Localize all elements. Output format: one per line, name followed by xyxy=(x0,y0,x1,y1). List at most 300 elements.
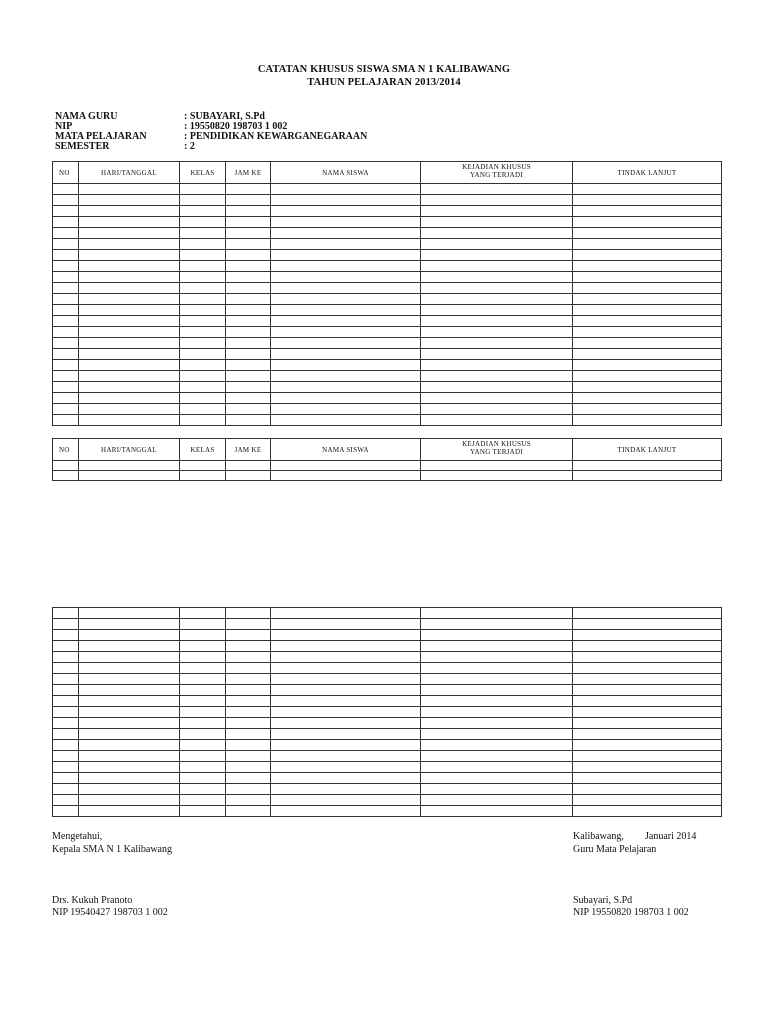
table-cell xyxy=(421,773,573,784)
table-cell xyxy=(226,740,271,751)
table-cell xyxy=(79,338,180,349)
signature-left-nip: NIP 19540427 198703 1 002 xyxy=(52,907,168,918)
table-row xyxy=(53,663,722,674)
table-cell xyxy=(421,294,573,305)
header-tindak-lanjut: TINDAK LANJUT xyxy=(573,439,722,461)
table-cell xyxy=(271,283,421,294)
table-cell xyxy=(573,250,722,261)
meta-label: SEMESTER xyxy=(55,141,110,152)
table-cell xyxy=(573,718,722,729)
header-no: NO xyxy=(53,439,79,461)
table-cell xyxy=(53,461,79,471)
table-cell xyxy=(180,294,226,305)
table-cell xyxy=(421,217,573,228)
table-cell xyxy=(226,261,271,272)
header-kelas: KELAS xyxy=(180,439,226,461)
table-cell xyxy=(53,619,79,630)
table-cell xyxy=(421,283,573,294)
table-cell xyxy=(79,305,180,316)
table-cell xyxy=(53,283,79,294)
table-cell xyxy=(53,294,79,305)
table-cell xyxy=(53,382,79,393)
table-cell xyxy=(271,316,421,327)
table-cell xyxy=(271,751,421,762)
table-cell xyxy=(53,228,79,239)
table-cell xyxy=(180,404,226,415)
table-cell xyxy=(79,718,180,729)
table-cell xyxy=(271,206,421,217)
table-cell xyxy=(271,461,421,471)
table-cell xyxy=(53,685,79,696)
table-cell xyxy=(180,250,226,261)
table-cell xyxy=(53,217,79,228)
table-row xyxy=(53,327,722,338)
table-cell xyxy=(271,272,421,283)
table-cell xyxy=(79,316,180,327)
table-cell xyxy=(421,360,573,371)
table-cell xyxy=(573,206,722,217)
table-cell xyxy=(79,630,180,641)
table-cell xyxy=(573,471,722,481)
header-jam-ke: JAM KE xyxy=(226,439,271,461)
table-cell xyxy=(180,751,226,762)
table-cell xyxy=(271,718,421,729)
table-cell xyxy=(421,239,573,250)
table-cell xyxy=(271,762,421,773)
table-cell xyxy=(271,471,421,481)
table-cell xyxy=(271,674,421,685)
table-cell xyxy=(180,195,226,206)
table-cell xyxy=(180,740,226,751)
table-cell xyxy=(226,619,271,630)
table-cell xyxy=(53,718,79,729)
table-cell xyxy=(53,641,79,652)
table-cell xyxy=(79,674,180,685)
table-cell xyxy=(79,294,180,305)
table-cell xyxy=(421,608,573,619)
table-cell xyxy=(226,305,271,316)
table-cell xyxy=(226,195,271,206)
table-cell xyxy=(180,685,226,696)
table-cell xyxy=(421,228,573,239)
table-cell xyxy=(226,674,271,685)
table-cell xyxy=(180,261,226,272)
table-row xyxy=(53,685,722,696)
table-cell xyxy=(271,228,421,239)
table-cell xyxy=(421,674,573,685)
table-row xyxy=(53,272,722,283)
table-cell xyxy=(53,316,79,327)
table-cell xyxy=(271,217,421,228)
table-row xyxy=(53,740,722,751)
table-cell xyxy=(180,773,226,784)
table-cell xyxy=(226,228,271,239)
table-cell xyxy=(573,239,722,250)
table-cell xyxy=(226,461,271,471)
table-cell xyxy=(271,641,421,652)
table-cell xyxy=(226,696,271,707)
table-cell xyxy=(573,652,722,663)
meta-value: : 19550820 198703 1 002 xyxy=(184,121,288,132)
table-cell xyxy=(180,283,226,294)
table-row xyxy=(53,461,722,471)
table-row xyxy=(53,762,722,773)
table-cell xyxy=(421,619,573,630)
table-cell xyxy=(226,630,271,641)
table-cell xyxy=(226,729,271,740)
header-jam-ke: JAM KE xyxy=(226,162,271,184)
meta-value: : SUBAYARI, S.Pd xyxy=(184,111,265,122)
signature-right-line2: Guru Mata Pelajaran xyxy=(573,844,657,855)
table-row xyxy=(53,316,722,327)
table-cell xyxy=(79,415,180,426)
table-cell xyxy=(53,630,79,641)
table-cell xyxy=(271,415,421,426)
table-cell xyxy=(79,184,180,195)
header-nama-siswa: NAMA SISWA xyxy=(271,439,421,461)
table-cell xyxy=(180,228,226,239)
table-cell xyxy=(421,327,573,338)
table-cell xyxy=(79,250,180,261)
table-cell xyxy=(79,773,180,784)
table-row xyxy=(53,338,722,349)
table-cell xyxy=(79,729,180,740)
table-cell xyxy=(271,740,421,751)
table-cell xyxy=(226,751,271,762)
table-cell xyxy=(226,718,271,729)
table-cell xyxy=(226,283,271,294)
table-cell xyxy=(421,652,573,663)
meta-value: : PENDIDIKAN KEWARGANEGARAAN xyxy=(184,131,368,142)
table-cell xyxy=(271,382,421,393)
table-cell xyxy=(421,415,573,426)
table-cell xyxy=(79,461,180,471)
table-cell xyxy=(226,652,271,663)
table-cell xyxy=(79,371,180,382)
table-cell xyxy=(180,806,226,817)
signature-left-line1: Mengetahui, xyxy=(52,831,103,842)
document-subtitle: TAHUN PELAJARAN 2013/2014 xyxy=(307,77,461,88)
table-cell xyxy=(53,762,79,773)
table-cell xyxy=(226,272,271,283)
table-cell xyxy=(180,762,226,773)
table-cell xyxy=(573,327,722,338)
table-cell xyxy=(53,206,79,217)
table-cell xyxy=(79,283,180,294)
table-cell xyxy=(573,316,722,327)
table-row xyxy=(53,250,722,261)
table-cell xyxy=(421,806,573,817)
table-header-row xyxy=(53,162,722,184)
table-row xyxy=(53,806,722,817)
table-row xyxy=(53,239,722,250)
table-cell xyxy=(226,404,271,415)
table-cell xyxy=(53,471,79,481)
table-cell xyxy=(573,415,722,426)
signature-right-place: Kalibawang, xyxy=(573,831,624,842)
table-cell xyxy=(271,773,421,784)
table-cell xyxy=(271,239,421,250)
document-title: CATATAN KHUSUS SISWA SMA N 1 KALIBAWANG xyxy=(257,64,511,75)
table-cell xyxy=(271,652,421,663)
header-kejadian-line1: KEJADIAN KHUSUS xyxy=(462,163,531,171)
table-cell xyxy=(271,608,421,619)
table-cell xyxy=(421,371,573,382)
table-cell xyxy=(573,663,722,674)
signature-left-line2: Kepala SMA N 1 Kalibawang xyxy=(52,844,172,855)
table-cell xyxy=(180,184,226,195)
table-cell xyxy=(421,751,573,762)
table-cell xyxy=(573,349,722,360)
table-cell xyxy=(79,795,180,806)
table-cell xyxy=(226,206,271,217)
table-cell xyxy=(226,250,271,261)
table-row xyxy=(53,718,722,729)
table-row xyxy=(53,349,722,360)
table-cell xyxy=(573,773,722,784)
table-cell xyxy=(271,784,421,795)
table-cell xyxy=(421,707,573,718)
table-cell xyxy=(226,707,271,718)
header-kelas: KELAS xyxy=(180,162,226,184)
header-tindak-lanjut: TINDAK LANJUT xyxy=(573,162,722,184)
table-cell xyxy=(226,663,271,674)
table-cell xyxy=(226,338,271,349)
table-cell xyxy=(271,250,421,261)
table-cell xyxy=(271,327,421,338)
table-cell xyxy=(53,305,79,316)
header-kejadian-line2: YANG TERJADI xyxy=(469,171,524,179)
signature-right-nip: NIP 19550820 198703 1 002 xyxy=(573,907,689,918)
table-cell xyxy=(180,316,226,327)
table-cell xyxy=(180,471,226,481)
table-cell xyxy=(79,619,180,630)
table-cell xyxy=(421,641,573,652)
table-cell xyxy=(271,707,421,718)
header-no: NO xyxy=(53,162,79,184)
table-cell xyxy=(180,461,226,471)
table-cell xyxy=(53,250,79,261)
table-cell xyxy=(79,685,180,696)
signature-right-date: Januari 2014 xyxy=(645,831,697,842)
table-header-row xyxy=(53,439,722,461)
meta-label: MATA PELAJARAN xyxy=(55,131,147,142)
table-cell xyxy=(271,806,421,817)
signature-left-name: Drs. Kukuh Pranoto xyxy=(52,895,133,906)
table-cell xyxy=(421,272,573,283)
table-cell xyxy=(226,806,271,817)
table-cell xyxy=(79,360,180,371)
table-cell xyxy=(421,184,573,195)
table-cell xyxy=(226,327,271,338)
header-hari-tanggal: HARI/TANGGAL xyxy=(79,162,180,184)
table-row xyxy=(53,674,722,685)
table-cell xyxy=(421,316,573,327)
table-cell xyxy=(180,206,226,217)
table-row xyxy=(53,305,722,316)
table-cell xyxy=(53,663,79,674)
table-cell xyxy=(53,773,79,784)
table-cell xyxy=(226,784,271,795)
table-cell xyxy=(421,740,573,751)
table-cell xyxy=(271,393,421,404)
records-table-3 xyxy=(52,607,722,817)
table-row xyxy=(53,206,722,217)
table-cell xyxy=(573,729,722,740)
table-cell xyxy=(226,393,271,404)
table-cell xyxy=(421,338,573,349)
table-cell xyxy=(180,652,226,663)
table-cell xyxy=(573,608,722,619)
table-row xyxy=(53,751,722,762)
table-row xyxy=(53,630,722,641)
table-cell xyxy=(271,630,421,641)
table-cell xyxy=(180,630,226,641)
table-cell xyxy=(421,630,573,641)
table-row xyxy=(53,294,722,305)
table-cell xyxy=(226,415,271,426)
table-cell xyxy=(53,795,79,806)
table-cell xyxy=(271,294,421,305)
header-nama-siswa: NAMA SISWA xyxy=(271,162,421,184)
signature-right-name: Subayari, S.Pd xyxy=(573,895,633,906)
table-row xyxy=(53,360,722,371)
table-cell xyxy=(226,641,271,652)
table-cell xyxy=(271,404,421,415)
table-cell xyxy=(79,663,180,674)
table-cell xyxy=(573,217,722,228)
table-cell xyxy=(79,261,180,272)
table-cell xyxy=(180,608,226,619)
table-cell xyxy=(79,740,180,751)
table-cell xyxy=(421,685,573,696)
teacher-info xyxy=(55,112,555,156)
table-row xyxy=(53,471,722,481)
table-cell xyxy=(79,217,180,228)
table-row xyxy=(53,393,722,404)
table-cell xyxy=(79,471,180,481)
table-cell xyxy=(271,195,421,206)
table-cell xyxy=(573,228,722,239)
table-cell xyxy=(573,784,722,795)
table-cell xyxy=(573,184,722,195)
table-cell xyxy=(53,184,79,195)
table-cell xyxy=(421,404,573,415)
records-table-2 xyxy=(52,438,722,481)
table-cell xyxy=(53,740,79,751)
table-cell xyxy=(226,349,271,360)
table-cell xyxy=(226,217,271,228)
table-cell xyxy=(180,619,226,630)
table-cell xyxy=(53,652,79,663)
table-cell xyxy=(226,239,271,250)
table-cell xyxy=(53,707,79,718)
table-cell xyxy=(180,795,226,806)
table-cell xyxy=(573,619,722,630)
table-cell xyxy=(573,371,722,382)
table-cell xyxy=(79,327,180,338)
table-cell xyxy=(180,663,226,674)
table-row xyxy=(53,652,722,663)
table-cell xyxy=(53,338,79,349)
records-table-1 xyxy=(52,161,722,426)
table-row xyxy=(53,382,722,393)
table-cell xyxy=(79,608,180,619)
table-row xyxy=(53,707,722,718)
table-cell xyxy=(53,729,79,740)
table-cell xyxy=(226,360,271,371)
table-cell xyxy=(421,471,573,481)
table-cell xyxy=(180,415,226,426)
table-cell xyxy=(573,751,722,762)
table-cell xyxy=(79,228,180,239)
table-cell xyxy=(271,685,421,696)
table-cell xyxy=(573,404,722,415)
table-cell xyxy=(53,608,79,619)
table-cell xyxy=(271,261,421,272)
table-cell xyxy=(180,360,226,371)
table-cell xyxy=(573,795,722,806)
table-cell xyxy=(573,382,722,393)
table-row xyxy=(53,608,722,619)
table-cell xyxy=(421,461,573,471)
table-cell xyxy=(226,382,271,393)
table-cell xyxy=(53,393,79,404)
table-cell xyxy=(573,806,722,817)
table-cell xyxy=(421,795,573,806)
table-cell xyxy=(180,674,226,685)
table-cell xyxy=(226,371,271,382)
table-row xyxy=(53,404,722,415)
table-cell xyxy=(421,393,573,404)
table-cell xyxy=(79,195,180,206)
table-cell xyxy=(180,707,226,718)
table-cell xyxy=(271,338,421,349)
table-cell xyxy=(53,806,79,817)
table-cell xyxy=(79,652,180,663)
table-row xyxy=(53,619,722,630)
table-cell xyxy=(79,349,180,360)
table-cell xyxy=(53,360,79,371)
table-cell xyxy=(180,696,226,707)
table-cell xyxy=(271,184,421,195)
table-row xyxy=(53,283,722,294)
table-cell xyxy=(180,371,226,382)
table-cell xyxy=(573,762,722,773)
table-cell xyxy=(226,316,271,327)
table-cell xyxy=(573,630,722,641)
table-cell xyxy=(573,360,722,371)
table-cell xyxy=(180,338,226,349)
table-cell xyxy=(421,250,573,261)
table-row xyxy=(53,261,722,272)
header-hari-tanggal: HARI/TANGGAL xyxy=(79,439,180,461)
table-cell xyxy=(53,404,79,415)
table-cell xyxy=(180,784,226,795)
table-row xyxy=(53,184,722,195)
table-cell xyxy=(421,696,573,707)
table-cell xyxy=(573,261,722,272)
table-cell xyxy=(226,685,271,696)
table-cell xyxy=(53,272,79,283)
table-cell xyxy=(226,795,271,806)
table-cell xyxy=(226,762,271,773)
table-cell xyxy=(180,718,226,729)
table-cell xyxy=(573,393,722,404)
table-cell xyxy=(573,696,722,707)
table-cell xyxy=(53,371,79,382)
table-cell xyxy=(53,195,79,206)
